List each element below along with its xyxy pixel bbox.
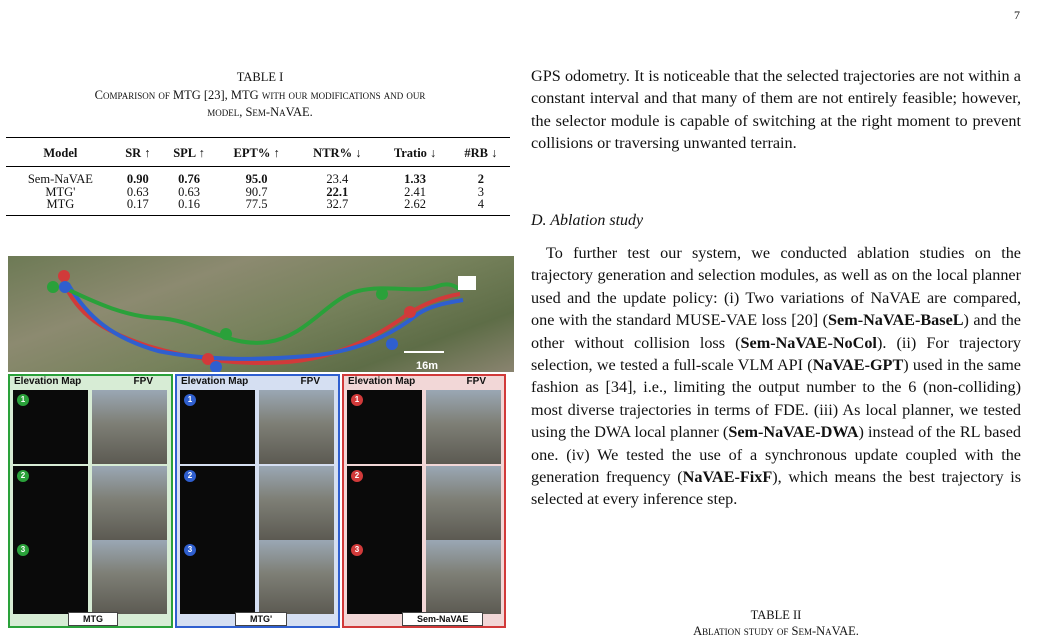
panel-sem-navae [342, 374, 506, 628]
fpv-image [426, 390, 501, 464]
page-number: 7 [1014, 8, 1020, 22]
fpv-image [92, 466, 167, 540]
table-cell: 0.90 [126, 172, 149, 186]
finish-flag-icon [458, 276, 476, 290]
trajectory-red [63, 281, 460, 363]
elevation-map-image [180, 466, 255, 540]
trajectory-overlay [8, 256, 514, 372]
col-sr: SR ↑ [115, 138, 161, 167]
table-cell: MTG [6, 198, 115, 215]
table-cell: 23.4 [326, 172, 349, 186]
scale-label: 16m [416, 360, 439, 372]
marker-red-3 [404, 306, 416, 318]
panel-label: MTG [68, 612, 118, 626]
elevation-map-image [180, 540, 255, 614]
table-cell: 77.5 [217, 198, 296, 215]
aerial-map-image [8, 256, 514, 372]
table-cell: Sem-NaVAE [27, 172, 93, 186]
marker-green-2 [220, 328, 232, 340]
marker-blue-1 [59, 281, 71, 293]
step-badge: 3 [17, 544, 29, 556]
table-cell: 0.63 [178, 184, 200, 199]
table-cell: 3 [477, 184, 484, 199]
step-badge: 3 [184, 544, 196, 556]
col-ept: EPT% ↑ [217, 138, 296, 167]
table-cell: 1.33 [404, 172, 427, 186]
table1 [6, 137, 510, 216]
elevation-map-image [347, 466, 422, 540]
table-cell: 0.16 [161, 198, 217, 215]
table-cell: 95.0 [245, 172, 268, 186]
table2-caption: Ablation study of Sem-NaVAE. [693, 624, 859, 638]
marker-green-3 [376, 288, 388, 300]
panel-label: MTG' [235, 612, 287, 626]
panel-header-map: Elevation Map [14, 376, 82, 387]
step-badge: 2 [184, 470, 196, 482]
col-tratio: Tratio ↓ [378, 138, 451, 167]
trajectory-blue [68, 284, 463, 359]
table-cell: 0.17 [115, 198, 161, 215]
table-row [6, 167, 510, 186]
step-badge: 1 [17, 394, 29, 406]
table1-caption-line1: Comparison of MTG [23], MTG with our modifications and our [94, 88, 426, 102]
col-rb: #RB ↓ [452, 138, 510, 167]
table-row [6, 198, 510, 215]
elevation-map-image [13, 390, 88, 464]
marker-red-1 [58, 270, 70, 282]
elevation-map-image [180, 390, 255, 464]
step-badge: 3 [351, 544, 363, 556]
col-spl: SPL ↑ [161, 138, 217, 167]
marker-green-1 [47, 281, 59, 293]
table-cell: 2.41 [404, 184, 427, 199]
table-cell: 22.1 [326, 184, 349, 199]
panel-header-map: Elevation Map [181, 376, 249, 387]
table-cell: 0.63 [126, 184, 149, 199]
step-badge: 1 [351, 394, 363, 406]
fpv-image [92, 540, 167, 614]
col-ntr: NTR% ↓ [296, 138, 378, 167]
panel-label: Sem-NaVAE [402, 612, 483, 626]
fpv-image [92, 390, 167, 464]
elevation-map-image [347, 540, 422, 614]
table-cell: 4 [452, 198, 510, 215]
elevation-map-image [13, 466, 88, 540]
panel-header-map: Elevation Map [348, 376, 416, 387]
table-cell: 90.7 [245, 184, 268, 199]
table-cell: 0.76 [178, 172, 200, 186]
table-cell: 32.7 [296, 198, 378, 215]
table2-label: TABLE II [750, 608, 802, 622]
fpv-image [259, 390, 334, 464]
step-badge: 1 [184, 394, 196, 406]
table1-label: TABLE I [236, 70, 284, 84]
fpv-image [426, 466, 501, 540]
panel-mtg-prime [175, 374, 340, 628]
marker-blue-3 [386, 338, 398, 350]
fpv-image [259, 540, 334, 614]
section-heading: D. Ablation study [531, 212, 644, 229]
table-cell: 2.62 [378, 198, 451, 215]
step-badge: 2 [351, 470, 363, 482]
fpv-image [259, 466, 334, 540]
elevation-map-image [347, 390, 422, 464]
panel-header-fpv: FPV [466, 376, 486, 387]
table-cell: 2 [477, 172, 484, 186]
body-paragraph-2: To further test our system, we conducted ablation studies on the trajectory generation and selection modules, as well as on the local planner used and the update policy: (i) Two variations of NaVAE are compared, one with the standard MUSE-VAE loss [20] (Sem-NaVAE-BaseL) and the other without collision loss (Sem-NaVAE-NoCol). (ii) For trajectory selection, we tested a full-scale VLM API (NaVAE-GPT) used in the same fashion as [34], i.e., limiting the output number to the 6 (non-colliding) most diverse trajectories in terms of FDE. (iii) As local planner, we tested using the DWA local planner (Sem-NaVAE-DWA) instead of the RL based one. (iv) We tested the use of a synchronous update coupled with the generation frequency (NaVAE-FixF), which means the best trajectory is selected at every inference step. [531, 244, 1022, 509]
col-model: Model [6, 138, 115, 167]
table1-caption-line2: model, Sem-NaVAE. [207, 105, 313, 119]
fpv-image [426, 540, 501, 614]
panel-header-fpv: FPV [300, 376, 320, 387]
panel-mtg [8, 374, 173, 628]
body-paragraph-1: GPS odometry. It is noticeable that the selected trajectories are not within a constant interval and that many of them are not entirely feasible; however, the selector module is capable of switching at the right moment to prevent collisions or traversing unwanted terrain. [531, 67, 1021, 153]
panel-header-fpv: FPV [133, 376, 153, 387]
table-cell: MTG' [45, 184, 76, 199]
elevation-map-image [13, 540, 88, 614]
table1-header-row [6, 138, 510, 167]
step-badge: 2 [17, 470, 29, 482]
